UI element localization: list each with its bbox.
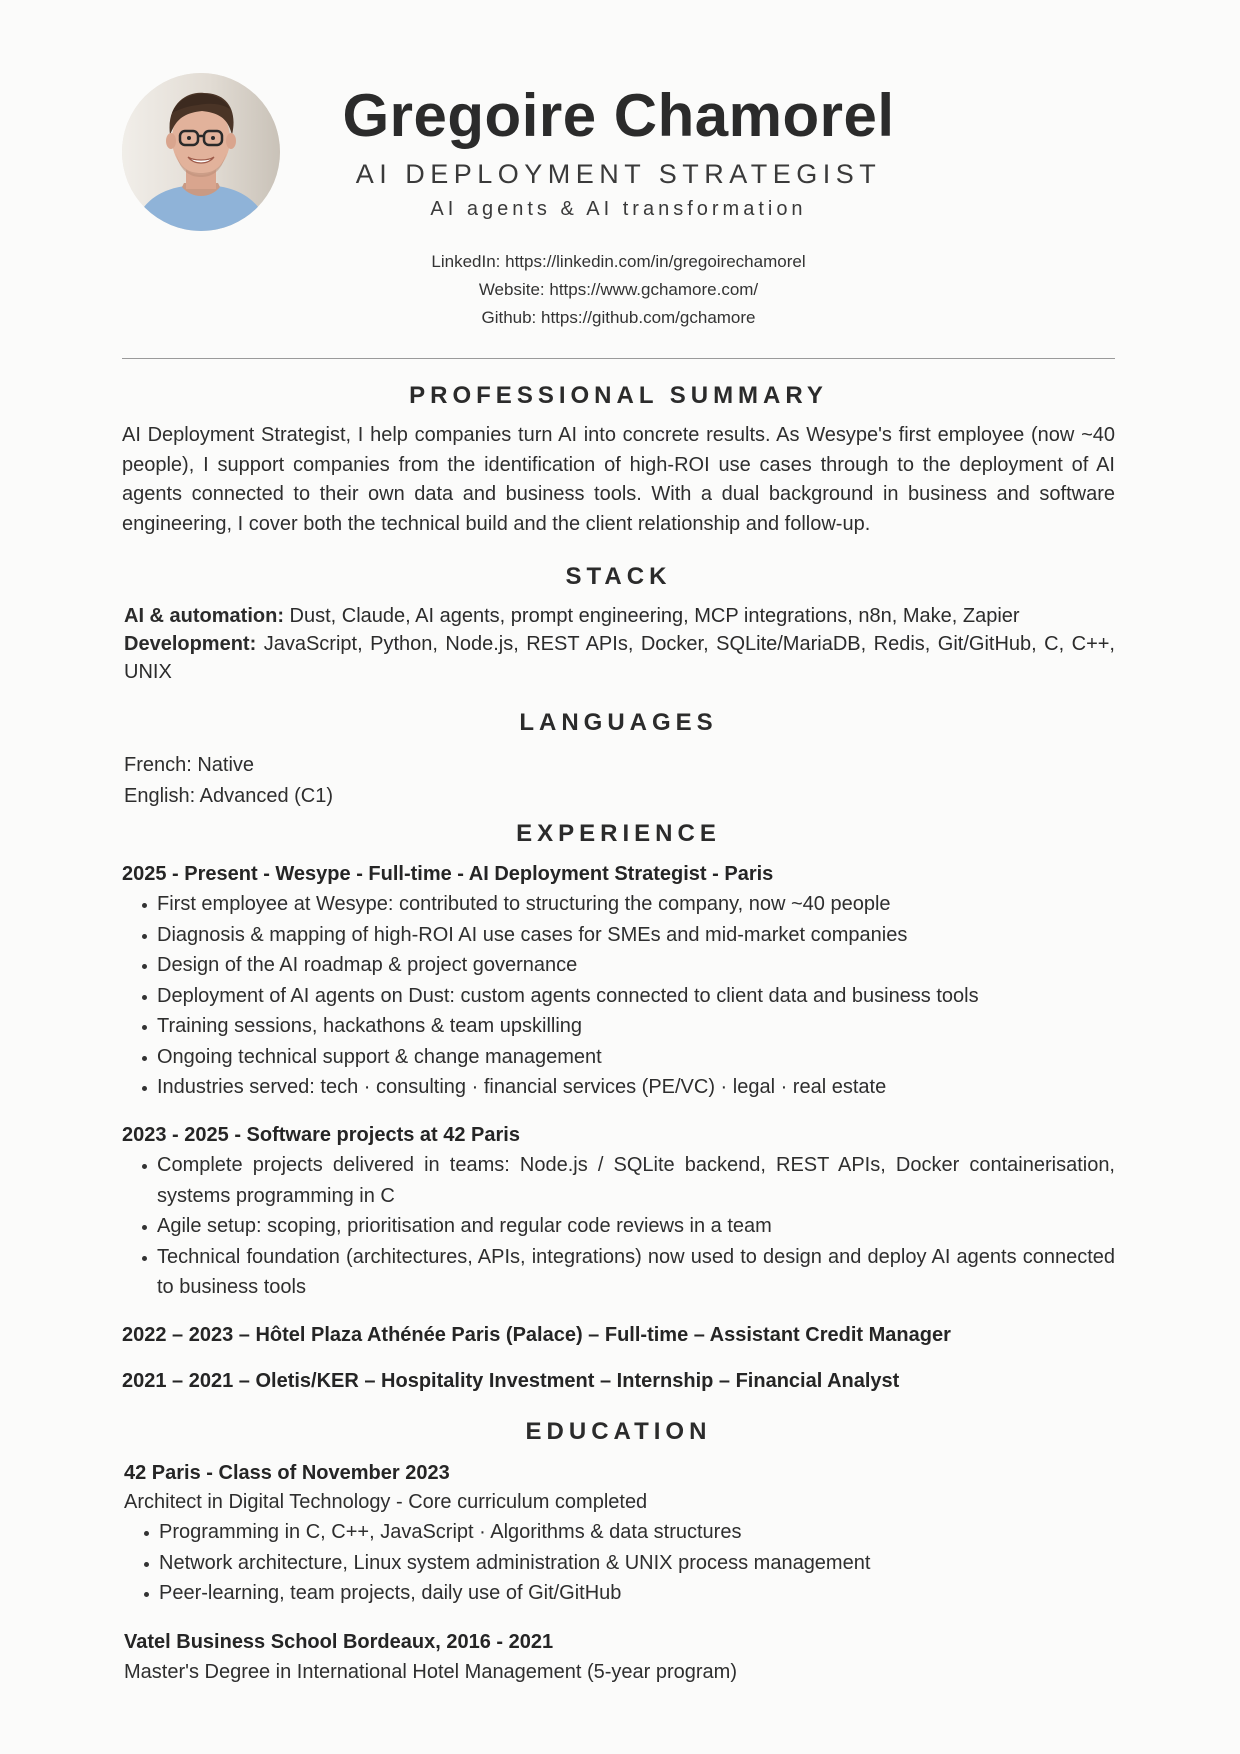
bullet-item: Programming in C, C++, JavaScript · Algorithms & data structures — [122, 1517, 1115, 1548]
job-title-plaza: 2022 – 2023 – Hôtel Plaza Athénée Paris (Palace) – Full-time – Assistant Credit Manager — [122, 1324, 951, 1346]
bullet-item: Training sessions, hackathons & team upskilling — [122, 1011, 1115, 1042]
job-title: AI DEPLOYMENT STRATEGIST — [355, 159, 882, 189]
job-title-oletis: 2021 – 2021 – Oletis/KER – Hospitality Investment – Internship – Financial Analyst — [122, 1370, 900, 1392]
job-bullets-wesype — [122, 889, 1115, 1103]
bullet-item: First employee at Wesype: contributed to structuring the company, now ~40 people — [122, 889, 1115, 920]
school-bullets-42 — [122, 1517, 1115, 1609]
website-link[interactable]: Website: https://www.gchamore.com/ — [478, 280, 759, 299]
bullet-item: Peer-learning, team projects, daily use of Git/GitHub — [122, 1578, 1115, 1609]
job-title-42: 2023 - 2025 - Software projects at 42 Paris — [122, 1124, 520, 1146]
job-title-wesype: 2025 - Present - Wesype - Full-time - AI Deployment Strategist - Paris — [122, 863, 774, 885]
stack-label: AI & automation: — [124, 605, 284, 627]
summary-text: AI Deployment Strategist, I help companies turn AI into concrete results. As Wesype's first employee (now ~40 people), I support companies from the identification of high-ROI use cases through to the deployment of AI agents connected to their own data and business tools. With a dual background in business and software engineering, I cover both the technical build and the client relationship and follow-up. — [122, 424, 1115, 535]
contact-links — [122, 248, 1115, 332]
language-item: English: Advanced (C1) — [124, 785, 334, 807]
school-subtitle-42: Architect in Digital Technology - Core curriculum completed — [124, 1491, 648, 1513]
bullet-item: Deployment of AI agents on Dust: custom agents connected to client data and business tools — [122, 981, 1115, 1012]
candidate-name: Gregoire Chamorel — [342, 82, 895, 149]
education-heading: EDUCATION — [525, 1418, 712, 1445]
bullet-item: Design of the AI roadmap & project governance — [122, 950, 1115, 981]
stack-list — [124, 602, 1115, 686]
stack-heading: STACK — [565, 563, 672, 590]
github-link[interactable]: Github: https://github.com/gchamore — [481, 308, 756, 327]
stack-value: Dust, Claude, AI agents, prompt engineering, MCP integrations, n8n, Make, Zapier — [284, 605, 1020, 627]
stack-value: JavaScript, Python, Node.js, REST APIs, Docker, SQLite/MariaDB, Redis, Git/GitHub, C, C++, UNIX — [124, 633, 1115, 683]
summary-heading: PROFESSIONAL SUMMARY — [409, 382, 828, 409]
header-divider — [122, 358, 1115, 359]
school-title-vatel: Vatel Business School Bordeaux, 2016 - 2021 — [124, 1631, 554, 1653]
stack-label: Development: — [124, 633, 257, 655]
bullet-item: Technical foundation (architectures, APIs, integrations) now used to design and deploy AI agents connected to business tools — [122, 1242, 1115, 1303]
bullet-item: Network architecture, Linux system administration & UNIX process management — [122, 1548, 1115, 1579]
language-item: French: Native — [124, 754, 255, 776]
tagline: AI agents & AI transformation — [430, 198, 807, 220]
bullet-item: Agile setup: scoping, prioritisation and regular code reviews in a team — [122, 1211, 1115, 1242]
linkedin-link[interactable]: LinkedIn: https://linkedin.com/in/gregoirechamorel — [431, 252, 806, 271]
languages-heading: LANGUAGES — [519, 709, 718, 736]
stack-row-ai — [124, 602, 1115, 630]
school-title-42: 42 Paris - Class of November 2023 — [124, 1462, 450, 1484]
bullet-item: Ongoing technical support & change management — [122, 1042, 1115, 1073]
bullet-item: Diagnosis & mapping of high-ROI AI use cases for SMEs and mid-market companies — [122, 920, 1115, 951]
school-subtitle-vatel: Master's Degree in International Hotel Management (5-year program) — [124, 1661, 737, 1683]
experience-heading: EXPERIENCE — [516, 820, 721, 847]
bullet-item: Industries served: tech · consulting · financial services (PE/VC) · legal · real estate — [122, 1072, 1115, 1103]
job-bullets-42 — [122, 1150, 1115, 1303]
bullet-item: Complete projects delivered in teams: Node.js / SQLite backend, REST APIs, Docker containerisation, systems programming in C — [122, 1150, 1115, 1211]
stack-row-dev — [124, 630, 1115, 686]
